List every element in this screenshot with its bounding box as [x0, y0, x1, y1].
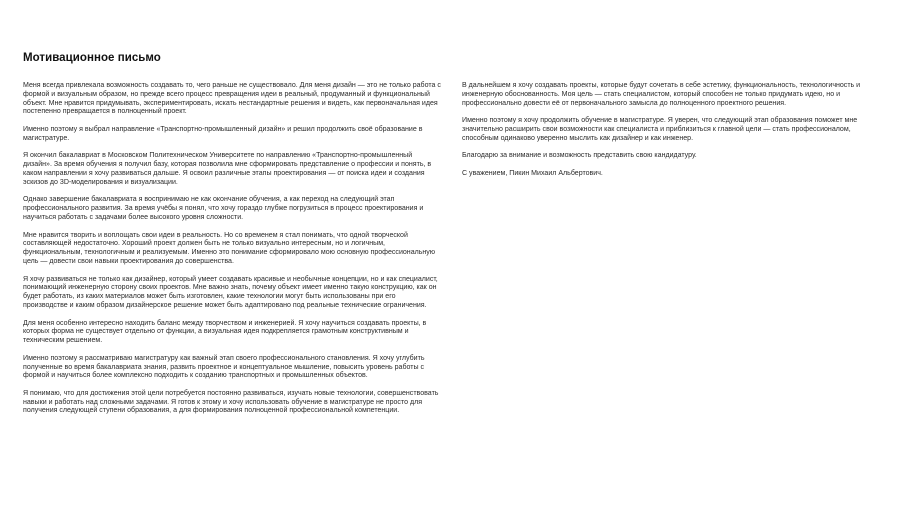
page-title: Мотивационное письмо	[23, 52, 161, 64]
paragraph: Однако завершение бакалавриата я воспринимаю не как окончание обучения, а как переход на следующий этап профессионального развития. За время учёбы я понял, что хочу гораздо глубже погрузиться в процесс проектирования и научиться работать с задачами более высокого уровня сложности.	[23, 196, 424, 221]
paragraph: В дальнейшем я хочу создавать проекты, которые будут сочетать в себе эстетику, функциональность, технологичность и инженерную обоснованность. Моя цель — стать специалистом, который способен не только придумать идею, но и профессионально довести её от первоначального замысла до полноценного проектного решения.	[462, 82, 861, 107]
closing-thanks: Благодарю за внимание и возможность представить свою кандидатуру.	[462, 152, 697, 160]
paragraph: Мне нравится творить и воплощать свои идеи в реальность. Но со временем я стал понимать, что одной творческой составляющей недостаточно. Хороший проект должен быть не только визуально интересным, но и логичным, функциональным, технологичным и реализуемым. Именно это понимание сформировало мою основную профессиональную цель — довести свои навыки проектирования до совершенства.	[23, 231, 436, 265]
paragraph: Я понимаю, что для достижения этой цели потребуется постоянно развиваться, изучать новые технологии, совершенствовать навыки и работать над сложными задачами. Я готов к этому и хочу использовать обучение в магистратуре не просто для получения следующей ступени образования, а для формирования полноценной профессиональной компетенции.	[23, 389, 439, 415]
paragraph: Меня всегда привлекала возможность создавать то, чего раньше не существовало. Для меня дизайн — это не только работа с формой и визуальным образом, но прежде всего процесс превращения идеи в реальный, продуманный и функциональный объект. Мне нравится придумывать, экспериментировать, искать нестандартные решения и видеть, как первоначальная идея постепенно превращается в полноценный проект.	[23, 82, 441, 116]
paragraph: Я хочу развиваться не только как дизайнер, который умеет создавать красивые и необычные концепции, но и как специалист, понимающий инженерную сторону своих проектов. Мне важно знать, почему объект имеет именно такую конструкцию, как он будет работать, из каких материалов может быть изготовлен, какие технологии могут быть использованы при его производстве и каким образом дизайнерское решение может быть адаптировано под реальные технические ограничения.	[23, 275, 438, 309]
signature-line: С уважением, Пикин Михаил Альбертович.	[462, 169, 603, 177]
left-column	[23, 82, 441, 425]
paragraph: Для меня особенно интересно находить баланс между творчеством и инженерией. Я хочу научиться создавать проекты, в которых форма не существует отдельно от функции, а визуальная идея подкрепляется грамотным конструктивным и техническим решением.	[23, 319, 427, 345]
right-column	[462, 82, 882, 188]
paragraph: Я окончил бакалавриат в Московском Политехническом Университете по направлению «Транспортно-промышленный дизайн». За время обучения я получил базу, которая позволила мне сформировать представление о профессии и понять, в каком направлении я хочу развиваться дальше. Я освоил различные этапы проектирования — от поиска идеи и создания эскизов до 3D-моделирования и визуализации.	[23, 152, 432, 186]
paragraph: Именно поэтому я выбрал направление «Транспортно-промышленный дизайн» и решил продолжить своё образование в магистратуре.	[23, 125, 423, 142]
paragraph: Именно поэтому я рассматриваю магистратуру как важный этап своего профессионального становления. Я хочу углубить полученные во время бакалавриата знания, развить проектное и концептуальное мышление, повысить уровень работы с формой и научиться более комплексно подходить к созданию транспортных и промышленных объектов.	[23, 354, 425, 380]
paragraph: Именно поэтому я хочу продолжить обучение в магистратуре. Я уверен, что следующий этап образования поможет мне значительно расширить свои возможности как специалиста и приблизиться к главной цели — стать профессионалом, способным одинаково уверенно мыслить как дизайнер и как инженер.	[462, 117, 858, 142]
